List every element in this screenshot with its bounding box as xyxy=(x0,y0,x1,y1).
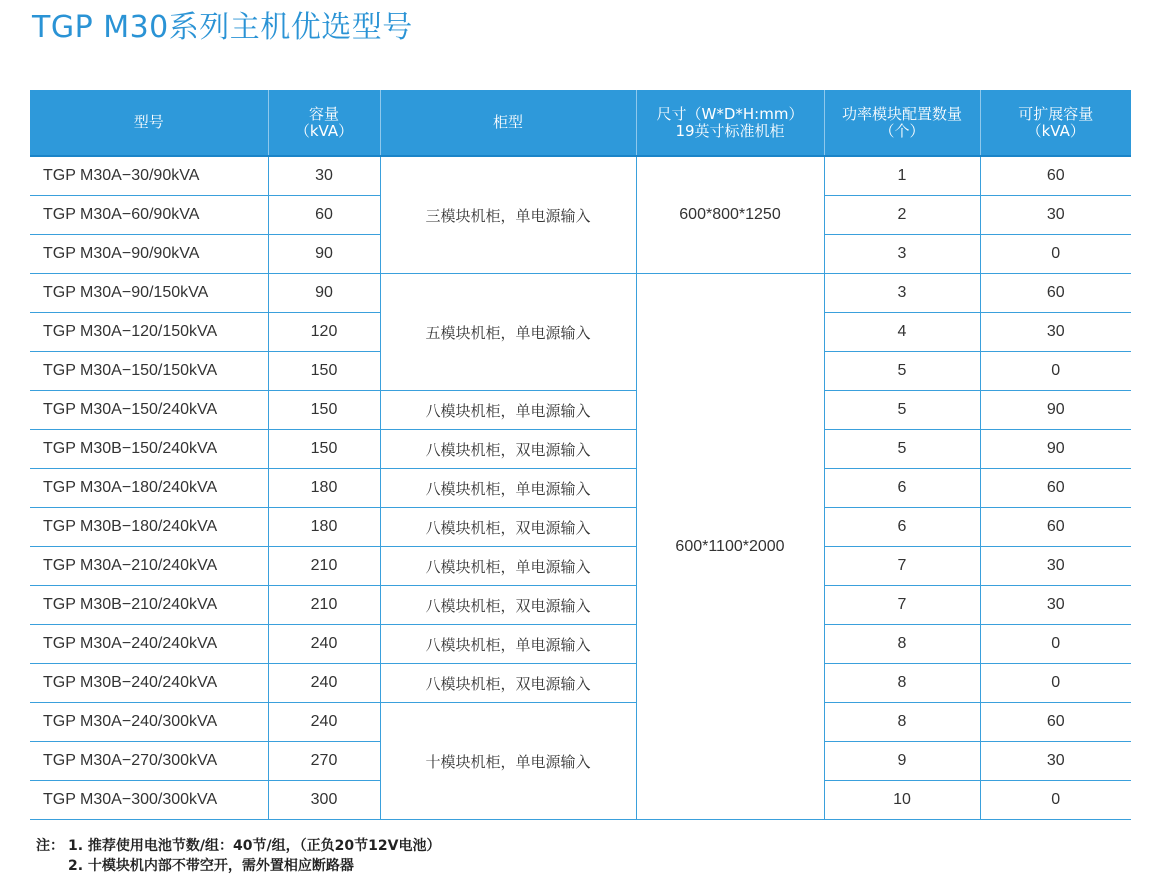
model-cell: TGP M30A−30/90kVA xyxy=(30,156,268,196)
expand-cell: 60 xyxy=(980,469,1131,508)
capacity-cell: 240 xyxy=(268,703,380,742)
capacity-cell: 150 xyxy=(268,352,380,391)
modules-cell: 3 xyxy=(824,235,980,274)
capacity-cell: 300 xyxy=(268,781,380,820)
cabinet-cell: 十模块机柜，单电源输入 xyxy=(380,703,636,820)
size-cell: 600*1100*2000 xyxy=(636,274,824,820)
cabinet-cell: 八模块机柜，双电源输入 xyxy=(380,430,636,469)
model-spec-table xyxy=(30,90,1131,820)
modules-cell: 1 xyxy=(824,156,980,196)
model-cell: TGP M30A−180/240kVA xyxy=(30,469,268,508)
table-row xyxy=(30,469,1131,508)
expand-cell: 0 xyxy=(980,625,1131,664)
expand-cell: 60 xyxy=(980,508,1131,547)
model-cell: TGP M30B−150/240kVA xyxy=(30,430,268,469)
expand-cell: 30 xyxy=(980,742,1131,781)
header-capacity: 容量 （kVA） xyxy=(268,90,380,156)
expand-cell: 30 xyxy=(980,586,1131,625)
table-header-row xyxy=(30,90,1131,156)
cabinet-cell: 八模块机柜，双电源输入 xyxy=(380,508,636,547)
table-row xyxy=(30,391,1131,430)
expand-cell: 60 xyxy=(980,703,1131,742)
table-row xyxy=(30,156,1131,196)
cabinet-cell: 八模块机柜，双电源输入 xyxy=(380,586,636,625)
expand-cell: 0 xyxy=(980,781,1131,820)
capacity-cell: 210 xyxy=(268,547,380,586)
capacity-cell: 90 xyxy=(268,235,380,274)
modules-cell: 8 xyxy=(824,664,980,703)
model-cell: TGP M30A−210/240kVA xyxy=(30,547,268,586)
table-row xyxy=(30,586,1131,625)
capacity-cell: 180 xyxy=(268,508,380,547)
expand-cell: 60 xyxy=(980,156,1131,196)
capacity-cell: 240 xyxy=(268,625,380,664)
modules-cell: 5 xyxy=(824,391,980,430)
capacity-cell: 150 xyxy=(268,391,380,430)
cabinet-cell: 八模块机柜，双电源输入 xyxy=(380,664,636,703)
expand-cell: 90 xyxy=(980,391,1131,430)
capacity-cell: 270 xyxy=(268,742,380,781)
model-cell: TGP M30A−240/240kVA xyxy=(30,625,268,664)
note-1: 1. 推荐使用电池节数/组：40节/组，（正负20节12V电池） xyxy=(68,838,441,854)
expand-cell: 30 xyxy=(980,313,1131,352)
model-cell: TGP M30A−90/150kVA xyxy=(30,274,268,313)
size-cell: 600*800*1250 xyxy=(636,156,824,274)
model-cell: TGP M30B−240/240kVA xyxy=(30,664,268,703)
capacity-cell: 60 xyxy=(268,196,380,235)
capacity-cell: 240 xyxy=(268,664,380,703)
cabinet-cell: 八模块机柜，单电源输入 xyxy=(380,391,636,430)
model-cell: TGP M30A−240/300kVA xyxy=(30,703,268,742)
table-row xyxy=(30,547,1131,586)
table-row xyxy=(30,508,1131,547)
capacity-cell: 30 xyxy=(268,156,380,196)
model-cell: TGP M30A−150/150kVA xyxy=(30,352,268,391)
cabinet-cell: 八模块机柜，单电源输入 xyxy=(380,547,636,586)
capacity-cell: 180 xyxy=(268,469,380,508)
table-row xyxy=(30,625,1131,664)
note-2: 2. 十模块机内部不带空开，需外置相应断路器 xyxy=(68,858,354,874)
modules-cell: 6 xyxy=(824,508,980,547)
capacity-cell: 90 xyxy=(268,274,380,313)
expand-cell: 60 xyxy=(980,274,1131,313)
table-row xyxy=(30,274,1131,313)
expand-cell: 30 xyxy=(980,547,1131,586)
header-modules: 功率模块配置数量 （个） xyxy=(824,90,980,156)
table-row xyxy=(30,703,1131,742)
cabinet-cell: 三模块机柜，单电源输入 xyxy=(380,156,636,274)
modules-cell: 3 xyxy=(824,274,980,313)
table-row xyxy=(30,664,1131,703)
expand-cell: 90 xyxy=(980,430,1131,469)
header-cabinet: 柜型 xyxy=(380,90,636,156)
modules-cell: 5 xyxy=(824,352,980,391)
model-cell: TGP M30A−270/300kVA xyxy=(30,742,268,781)
model-cell: TGP M30B−210/240kVA xyxy=(30,586,268,625)
model-cell: TGP M30A−150/240kVA xyxy=(30,391,268,430)
model-cell: TGP M30A−90/90kVA xyxy=(30,235,268,274)
modules-cell: 8 xyxy=(824,625,980,664)
capacity-cell: 210 xyxy=(268,586,380,625)
modules-cell: 8 xyxy=(824,703,980,742)
cabinet-cell: 五模块机柜，单电源输入 xyxy=(380,274,636,391)
expand-cell: 0 xyxy=(980,235,1131,274)
page-title: TGP M30系列主机优选型号 xyxy=(32,10,413,45)
header-model: 型号 xyxy=(30,90,268,156)
modules-cell: 9 xyxy=(824,742,980,781)
model-cell: TGP M30A−120/150kVA xyxy=(30,313,268,352)
modules-cell: 6 xyxy=(824,469,980,508)
cabinet-cell: 八模块机柜，单电源输入 xyxy=(380,469,636,508)
expand-cell: 0 xyxy=(980,664,1131,703)
modules-cell: 7 xyxy=(824,547,980,586)
header-size: 尺寸（W*D*H:mm） 19英寸标准机柜 xyxy=(636,90,824,156)
capacity-cell: 120 xyxy=(268,313,380,352)
footnotes xyxy=(36,836,440,876)
modules-cell: 2 xyxy=(824,196,980,235)
model-cell: TGP M30A−60/90kVA xyxy=(30,196,268,235)
notes-label: 注： xyxy=(36,838,64,854)
model-cell: TGP M30B−180/240kVA xyxy=(30,508,268,547)
model-cell: TGP M30A−300/300kVA xyxy=(30,781,268,820)
expand-cell: 0 xyxy=(980,352,1131,391)
expand-cell: 30 xyxy=(980,196,1131,235)
header-expand: 可扩展容量 （kVA） xyxy=(980,90,1131,156)
modules-cell: 5 xyxy=(824,430,980,469)
modules-cell: 10 xyxy=(824,781,980,820)
modules-cell: 7 xyxy=(824,586,980,625)
cabinet-cell: 八模块机柜，单电源输入 xyxy=(380,625,636,664)
capacity-cell: 150 xyxy=(268,430,380,469)
modules-cell: 4 xyxy=(824,313,980,352)
table-row xyxy=(30,430,1131,469)
